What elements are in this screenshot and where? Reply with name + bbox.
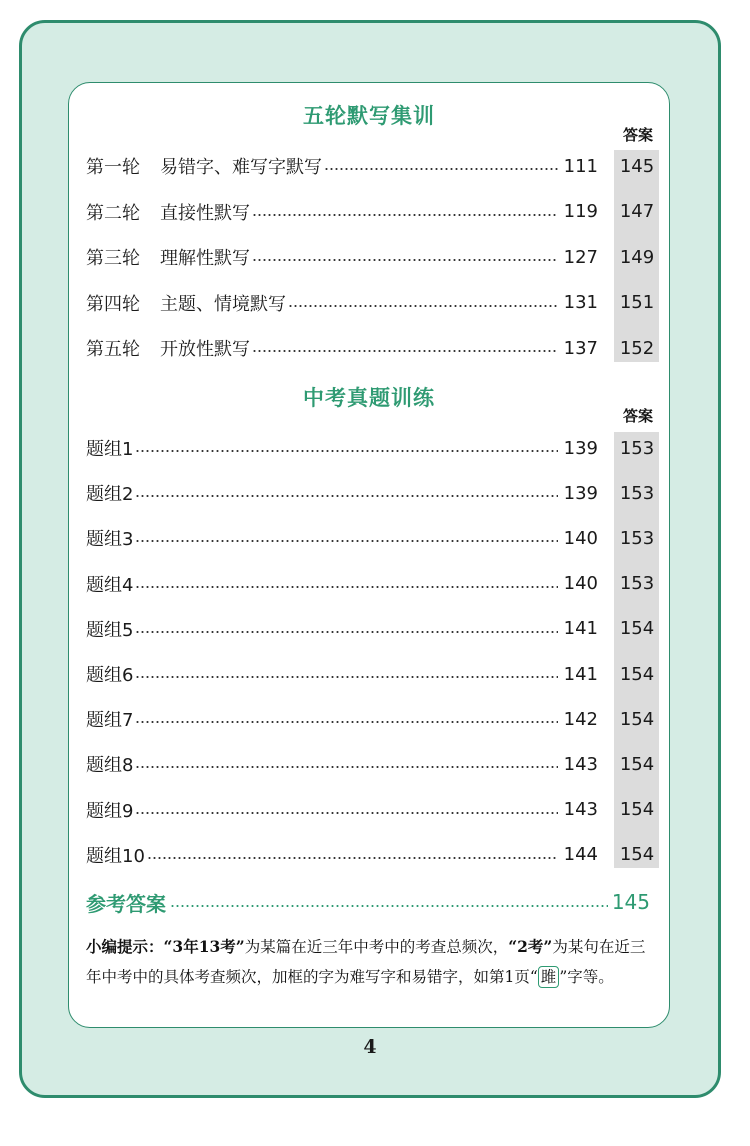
boxed-char: 雎 (538, 966, 560, 988)
note-quote-2: “2考” (508, 937, 553, 956)
entry-title: 题组7 (86, 710, 134, 732)
toc-row[interactable] (86, 521, 660, 555)
page-number-cell: 139 (563, 482, 598, 504)
toc-row[interactable] (86, 747, 660, 781)
toc-row[interactable] (86, 476, 660, 510)
toc-entry-label (86, 661, 133, 687)
page-number-cell: 140 (563, 573, 598, 595)
round-label: 第五轮 (86, 339, 140, 360)
leader-dots (252, 214, 558, 216)
toc-entry-label (86, 797, 133, 823)
page-number-cell: 141 (563, 663, 598, 685)
toc-row[interactable] (86, 240, 660, 274)
toc-entry-label (86, 199, 250, 225)
toc-row[interactable] (86, 702, 660, 736)
toc-entry-label (86, 435, 133, 461)
toc-entry-label (86, 335, 250, 361)
leader-dots (252, 259, 558, 261)
toc-entry-label (86, 290, 286, 316)
toc-row[interactable] (86, 567, 660, 601)
toc-row[interactable] (86, 195, 660, 229)
entry-title: 题组1 (86, 439, 134, 460)
entry-title: 题组8 (86, 755, 134, 777)
entry-title: 理解性默写 (160, 248, 250, 269)
page-number-cell: 141 (563, 618, 598, 640)
answer-page-cell: 153 (619, 437, 655, 459)
page-number-cell: 144 (563, 844, 598, 866)
toc-entry-label (86, 842, 145, 868)
page-number-cell: 143 (563, 799, 598, 821)
entry-title: 开放性默写 (160, 339, 250, 360)
toc-row[interactable] (86, 612, 660, 646)
page-number-cell: 111 (563, 155, 598, 177)
answer-header-1: 答案 (622, 126, 653, 144)
leader-dots (135, 721, 558, 723)
answer-page-cell: 153 (619, 482, 655, 504)
page-number-cell: 119 (563, 201, 598, 222)
answer-page-cell: 154 (619, 753, 655, 775)
toc-row[interactable] (86, 657, 660, 691)
answer-page-cell: 154 (619, 799, 655, 821)
page-number-cell: 143 (563, 753, 598, 775)
toc-row[interactable] (86, 331, 660, 365)
round-label: 第一轮 (86, 157, 140, 178)
note-text-3: ”字等。 (559, 968, 614, 986)
leader-dots (170, 905, 608, 907)
page-number-cell: 142 (563, 708, 598, 730)
leader-dots (135, 540, 558, 542)
page-number-cell: 137 (563, 337, 598, 359)
editor-note (86, 932, 654, 992)
leader-dots (135, 450, 558, 452)
leader-dots (288, 305, 558, 307)
round-label: 第四轮 (86, 293, 140, 315)
note-prefix: 小编提示： (86, 937, 164, 956)
toc-row[interactable] (86, 431, 660, 465)
toc-entry-label (86, 571, 133, 597)
answer-page-cell: 154 (619, 663, 655, 685)
toc-entry-label (86, 153, 322, 179)
answer-page-cell: 153 (619, 573, 655, 595)
toc-entry-label (86, 244, 250, 270)
answer-page-cell: 152 (619, 337, 655, 359)
round-label: 第二轮 (86, 202, 140, 224)
entry-title: 题组2 (86, 484, 134, 506)
toc-entry-label (86, 706, 133, 732)
reference-label: 参考答案 (86, 891, 166, 916)
leader-dots (135, 631, 558, 633)
answer-page-cell: 154 (619, 708, 655, 730)
page-number-cell: 131 (563, 292, 598, 313)
answer-page-cell: 151 (619, 292, 655, 313)
reference-answers-row[interactable] (86, 886, 650, 918)
leader-dots (135, 495, 558, 497)
entry-title: 直接性默写 (160, 202, 250, 224)
note-text-2: 为某句在近三年中考中的具体考查频次，加框的字为难写字和易错字，如第1页“ (86, 938, 646, 986)
answer-page-cell: 145 (619, 155, 655, 177)
leader-dots (324, 168, 558, 170)
answer-page-cell: 154 (619, 618, 655, 640)
toc-row[interactable] (86, 793, 660, 827)
answer-page-cell: 154 (619, 844, 655, 866)
section-title-1: 五轮默写集训 (303, 104, 435, 128)
toc-entry-label (86, 525, 133, 551)
entry-title: 题组10 (86, 845, 145, 867)
leader-dots (252, 350, 558, 352)
page-number-cell: 127 (563, 246, 598, 268)
answer-page-cell: 153 (619, 527, 655, 549)
toc-entry-label (86, 480, 133, 506)
leader-dots (135, 676, 558, 678)
toc-row[interactable] (86, 838, 660, 872)
toc-entry-label (86, 616, 133, 642)
note-text-1: 为某篇在近三年中考中的考查总频次， (244, 938, 509, 956)
page-number-cell: 140 (563, 527, 598, 549)
answer-page-cell: 147 (619, 201, 655, 222)
entry-title: 题组4 (86, 574, 134, 596)
answer-header-2: 答案 (622, 407, 653, 425)
reference-page: 145 (611, 890, 650, 914)
answer-page-cell: 149 (619, 246, 655, 268)
leader-dots (135, 766, 558, 768)
note-quote-1: “3年13考” (163, 937, 245, 956)
leader-dots (135, 586, 558, 588)
page-number: 4 (363, 1036, 377, 1058)
entry-title: 题组5 (86, 619, 134, 641)
entry-title: 题组9 (86, 800, 134, 822)
section-title-2: 中考真题训练 (303, 386, 435, 410)
entry-title: 题组3 (86, 529, 134, 551)
leader-dots (135, 812, 558, 814)
entry-title: 主题、情境默写 (160, 293, 286, 315)
toc-row[interactable] (86, 286, 660, 320)
entry-title: 题组6 (86, 665, 134, 686)
leader-dots (147, 857, 558, 859)
toc-row[interactable] (86, 149, 660, 183)
toc-entry-label (86, 751, 133, 777)
page-number-cell: 139 (563, 437, 598, 459)
round-label: 第三轮 (86, 248, 140, 269)
entry-title: 易错字、难写字默写 (160, 157, 322, 178)
